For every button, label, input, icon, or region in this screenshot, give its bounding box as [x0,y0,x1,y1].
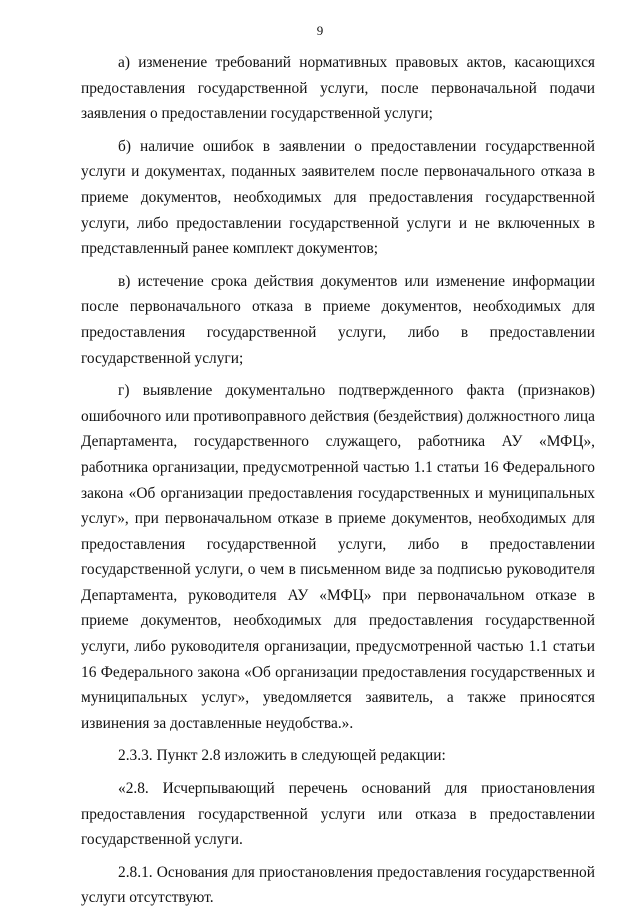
paragraph-section-2-8: «2.8. Исчерпывающий перечень оснований для приостановления предоставления государственной услуги или отказа в предоставлении государственной услуги. [81,780,595,849]
paragraph-section-2-8-1: 2.8.1. Основания для приостановления предоставления государственной услуги отсутствуют. [81,863,595,907]
paragraph-item-a: а) изменение требований нормативных правовых актов, касающихся предоставления государственной услуги, после первоначальной подачи заявления о предоставлении государственной услуги; [81,54,595,123]
paragraph-item-g: г) выявление документально подтвержденного факта (признаков) ошибочного или противоправного действия (бездействия) должностного лица Департамента, государственного служащего, работника АУ «МФЦ», работника организации, предусмотренной частью 1.1 статьи 16 Федерального закона «Об организации предоставления государственных и муниципальных услуг», при первоначальном отказе в приеме документов, необходимых для предоставления государственной услуги, либо в предоставлении государственной услуги, о чем в письменном виде за подписью руководителя Департамента, руководителя АУ «МФЦ» при первоначальном отказе в приеме документов, необходимых для предоставления государственной услуги, либо руководителя организации, предусмотренной частью 1.1 статьи 16 Федерального закона «Об организации предоставления государственных и муниципальных услуг», уведомляется заявитель, а также приносятся извинения за доставленные неудобства.». [81,382,595,732]
document-body [81,50,595,911]
paragraph-section-2-3-3: 2.3.3. Пункт 2.8 изложить в следующей редакции: [118,747,446,765]
page-number: 9 [316,23,324,38]
paragraph-item-b: б) наличие ошибок в заявлении о предоставлении государственной услуги и документах, поданных заявителем после первоначального отказа в приеме документов, необходимых для предоставления государственной услуги, либо предоставлении государственной услуги и не включенных в представленный ранее комплект документов; [81,137,595,258]
paragraph-item-v: в) истечение срока действия документов или изменение информации после первоначального отказа в приеме документов, необходимых для предоставления государственной услуги, либо в предоставлении государственной услуги; [81,272,595,367]
